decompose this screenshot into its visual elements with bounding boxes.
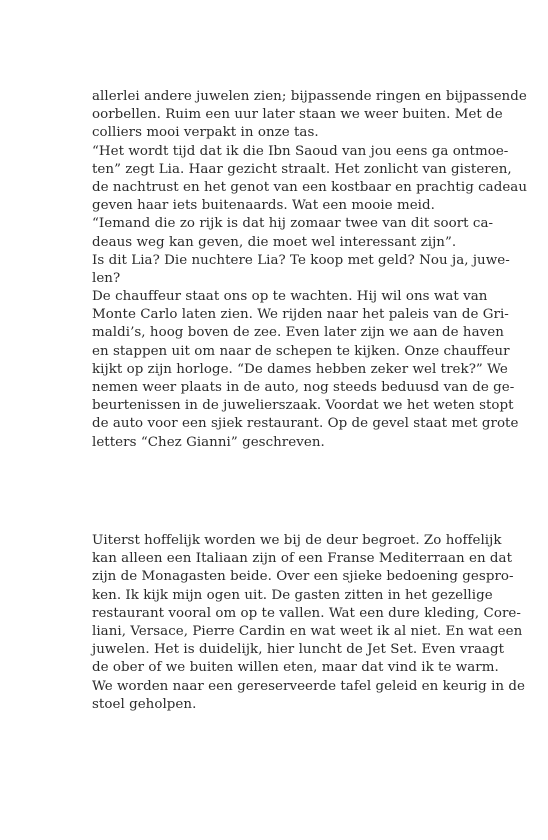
text-line: oorbellen. Ruim een uur later staan we weer buiten. Met de: [92, 107, 503, 123]
text-line: geven haar iets buitenaards. Wat een mooie meid.: [92, 198, 435, 214]
text-block-2: [92, 532, 526, 714]
text-line: colliers mooi verpakt in onze tas.: [92, 125, 319, 141]
text-line: liani, Versace, Pierre Cardin en wat weet ik al niet. En wat een: [92, 623, 523, 639]
text-line: nemen weer plaats in de auto, nog steeds beduusd van de ge-: [92, 380, 515, 395]
text-line: De chauffeur staat ons op te wachten. Hij wil ons wat van: [92, 289, 488, 305]
text-line: de ober of we buiten willen eten, maar dat vind ik te warm.: [92, 660, 499, 676]
text-line: beurtenissen in de juwelierszaak. Voordat we het weten stopt: [92, 398, 514, 414]
text-line: de nachtrust en het genot van een kostbaar en prachtig cadeau: [92, 179, 528, 195]
text-line: kan alleen een Italiaan zijn of een Franse Mediterraan en dat: [92, 551, 513, 567]
text-line: We worden naar een gereserveerde tafel geleid en keurig in de: [92, 678, 526, 694]
text-line: juwelen. Het is duidelijk, hier luncht de Jet Set. Even vraagt: [92, 642, 505, 658]
text-line: ken. Ik kijk mijn ogen uit. De gasten zitten in het gezellige: [92, 587, 493, 603]
text-line: ten” zegt Lia. Haar gezicht straalt. Het zonlicht van gisteren,: [92, 161, 512, 177]
text-line: len?: [92, 270, 121, 286]
text-line: maldi’s, hoog boven de zee. Even later zijn we aan de haven: [92, 325, 504, 341]
text-line: Monte Carlo laten zien. We rijden naar het paleis van de Gri-: [92, 307, 509, 323]
text-line: deaus weg kan geven, die moet wel interessant zijn”.: [92, 234, 457, 250]
text-line: Is dit Lia? Die nuchtere Lia? Te koop met geld? Nou ja, juwe-: [92, 252, 510, 268]
text-line: kijkt op zijn horloge. “De dames hebben zeker wel trek?” We: [92, 361, 508, 377]
text-line: stoel geholpen.: [92, 696, 197, 712]
text-line: “Iemand die zo rijk is dat hij zomaar twee van dit soort ca-: [92, 216, 494, 232]
text-line: restaurant vooral om op te vallen. Wat een dure kleding, Core-: [92, 605, 521, 621]
text-line: letters “Chez Gianni” geschreven.: [92, 434, 325, 450]
text-block-1: [92, 88, 528, 452]
text-line: Uiterst hoffelijk worden we bij de deur begroet. Zo hoffelijk: [92, 533, 502, 548]
text-line: zijn de Monagasten beide. Over een sjieke bedoening gespro-: [92, 569, 514, 585]
text-line: en stappen uit om naar de schepen te kijken. Onze chauffeur: [92, 343, 510, 359]
text-line: de auto voor een sjiek restaurant. Op de gevel staat met grote: [92, 416, 519, 432]
text-line: allerlei andere juwelen zien; bijpassende ringen en bijpassende: [92, 89, 527, 104]
text-line: “Het wordt tijd dat ik die Ibn Saoud van jou eens ga ontmoe-: [92, 143, 509, 159]
